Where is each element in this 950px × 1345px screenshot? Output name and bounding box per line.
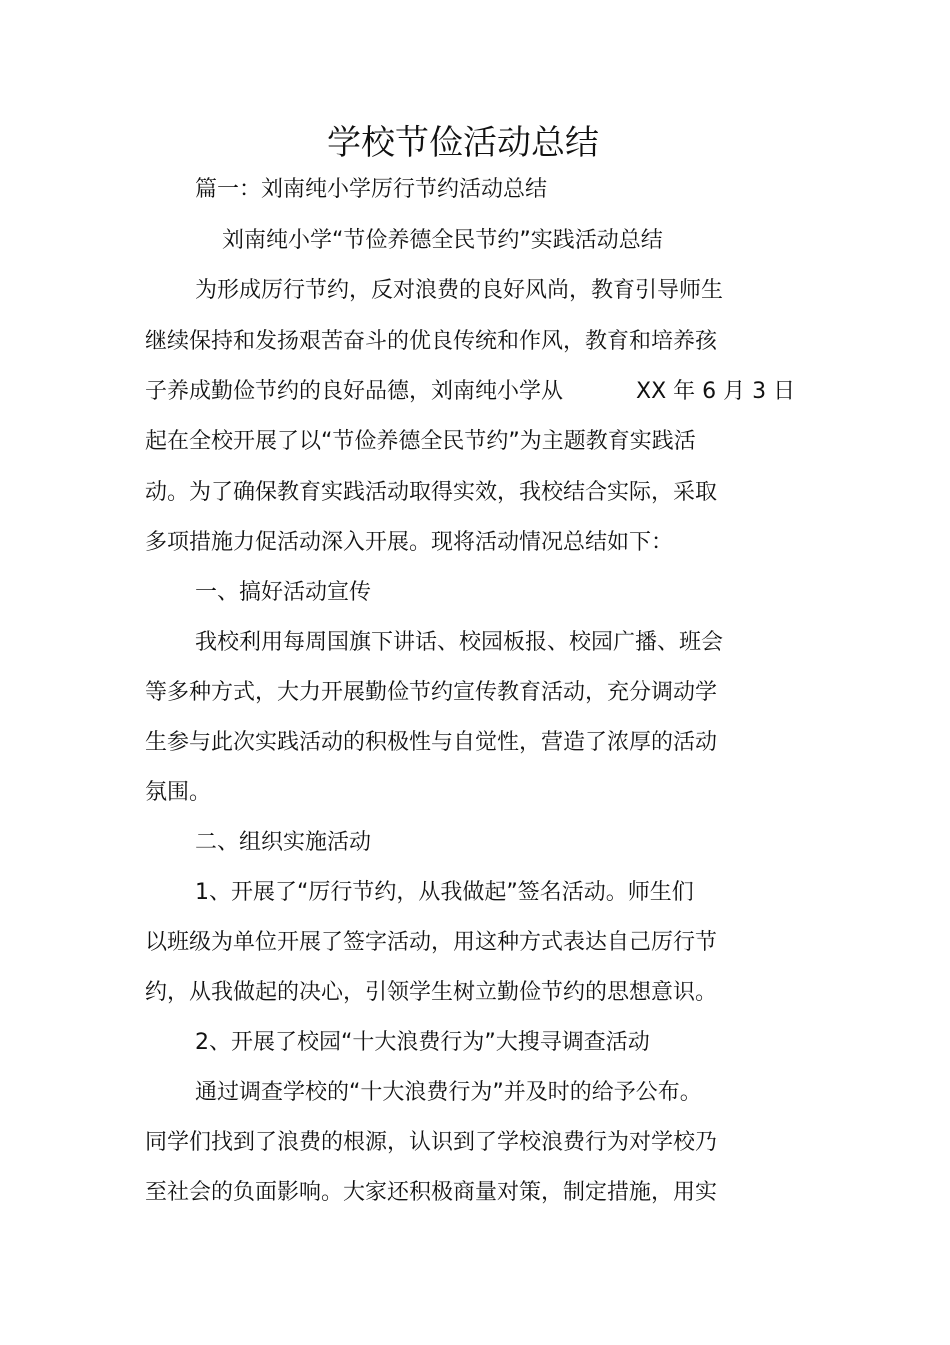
document-title: 学校节俭活动总结 (327, 123, 599, 163)
section-heading: 二、组织实施活动 (195, 830, 372, 855)
subtitle: 刘南纯小学“节俭养德全民节约”实践活动总结 (222, 228, 663, 253)
paragraph-line: 生参与此次实践活动的积极性与自觉性，营造了浓厚的活动 (145, 730, 718, 755)
paragraph-line: 约，从我做起的决心，引领学生树立勤俭节约的思想意识。 (145, 980, 718, 1005)
section-heading: 一、搞好活动宣传 (195, 580, 372, 605)
paragraph-line: 同学们找到了浪费的根源，认识到了学校浪费行为对学校乃 (145, 1130, 718, 1155)
paragraph-date: XX 年 6 月 3 日 (636, 379, 796, 404)
paragraph-line: 以班级为单位开展了签字活动，用这种方式表达自己厉行节 (145, 930, 718, 955)
paragraph-line: 动。为了确保教育实践活动取得实效，我校结合实际，采取 (145, 480, 718, 505)
section-heading: 篇一：刘南纯小学厉行节约活动总结 (195, 177, 548, 202)
paragraph-line: 至社会的负面影响。大家还积极商量对策，制定措施，用实 (145, 1180, 718, 1205)
paragraph-line: 起在全校开展了以“节俭养德全民节约”为主题教育实践活 (145, 429, 696, 454)
paragraph-line: 2、开展了校园“十大浪费行为”大搜寻调查活动 (195, 1030, 650, 1055)
paragraph-line: 氛围。 (145, 780, 212, 805)
paragraph-line: 继续保持和发扬艰苦奋斗的优良传统和作风，教育和培养孩 (145, 329, 718, 354)
paragraph-line: 为形成厉行节约，反对浪费的良好风尚，教育引导师生 (195, 278, 724, 303)
paragraph-line: 1、开展了“厉行节约，从我做起”签名活动。师生们 (195, 880, 694, 905)
paragraph-line: 子养成勤俭节约的良好品德，刘南纯小学从 (145, 379, 564, 404)
paragraph-line: 多项措施力促活动深入开展。现将活动情况总结如下： (145, 530, 674, 555)
paragraph-line: 等多种方式，大力开展勤俭节约宣传教育活动，充分调动学 (145, 680, 718, 705)
paragraph-line: 通过调查学校的“十大浪费行为”并及时的给予公布。 (195, 1080, 702, 1105)
paragraph-line: 我校利用每周国旗下讲话、校园板报、校园广播、班会 (195, 630, 724, 655)
